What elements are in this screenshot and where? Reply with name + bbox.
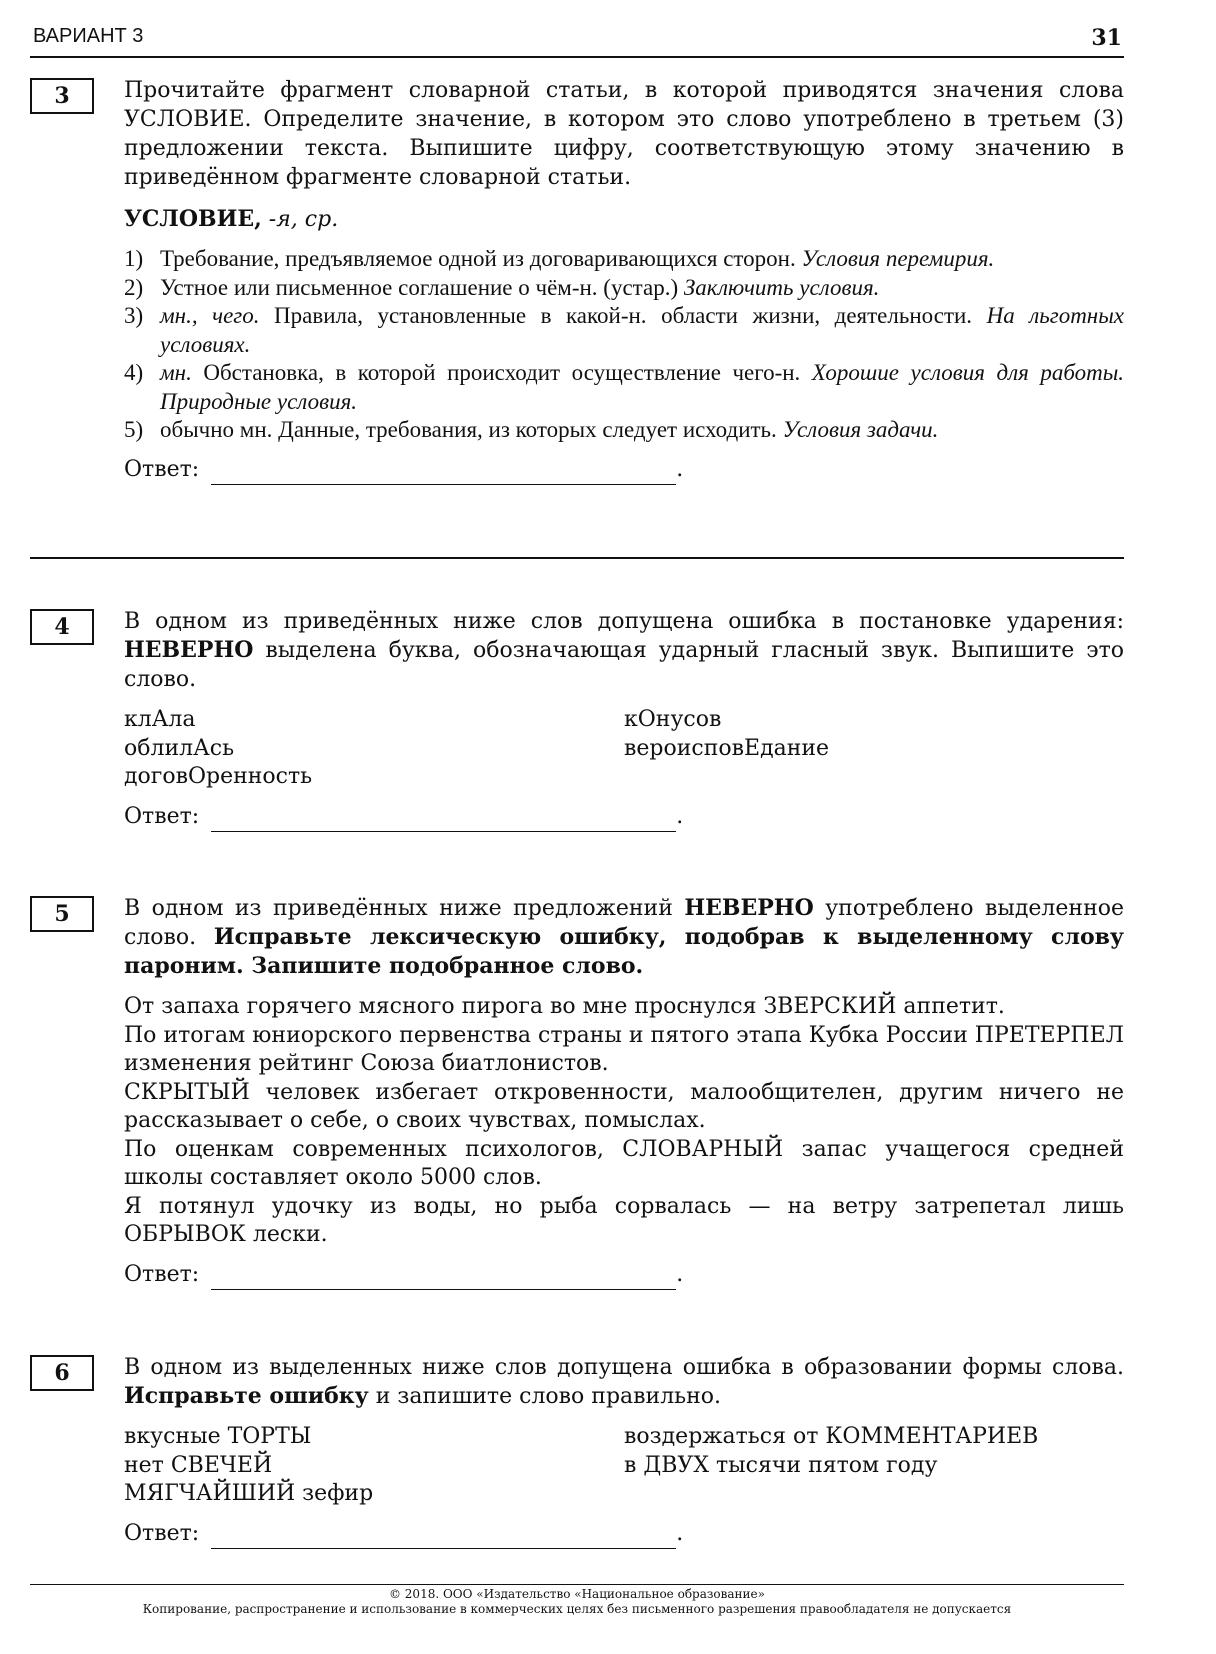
copyright-line: © 2018. ООО «Издательство «Национальное образование» <box>388 1587 765 1601</box>
answer-row: Ответ: . <box>124 1260 1124 1290</box>
answer-label: Ответ: <box>124 1261 200 1287</box>
definition-item <box>124 359 1124 416</box>
word-item: в ДВУХ тысячи пятом году <box>624 1452 938 1478</box>
definition-text: Обстановка, в которой происходит осуществление чего-н. <box>203 360 801 385</box>
definition-item <box>124 274 1124 303</box>
definition-number: 2) <box>124 274 144 300</box>
copyright-notice: Копирование, распространение и использование в коммерческих целях без письменного разрешения правообладателя не допускается <box>142 1602 1012 1616</box>
definitions-list <box>124 245 1124 445</box>
dictionary-headword: УСЛОВИЕ, <box>124 206 262 232</box>
task-number-box: 3 <box>30 78 94 114</box>
sentence-item: СКРЫТЫЙ человек избегает откровенности, малообщителен, другим ничего не рассказывает о себе, о своих чувствах, помыслах. <box>124 1079 1124 1133</box>
word-item: облилАсь <box>124 735 235 761</box>
word-item: кОнусов <box>624 707 722 732</box>
dictionary-grammar: -я, ср. <box>268 207 339 232</box>
task-body <box>124 894 1124 1290</box>
task-instruction: В одном из приведённых ниже предложений НЕВЕРНО употреблено выделенное слово. Исправьте лексическую ошибку, подобрав к выделенному слову пароним. Запишите подобранное слово. <box>124 895 1124 979</box>
definition-item <box>124 245 1124 274</box>
definition-number: 4) <box>124 360 144 385</box>
task-instruction: В одном из приведённых ниже слов допущена ошибка в постановке ударения: НЕВЕРНО выделена буква, обозначающая ударный гласный звук. Выпишите это слово. <box>124 609 1124 692</box>
sentence-item: По оценкам современных психологов, СЛОВАРНЫЙ запас учащегося средней школы составляет около 5000 слов. <box>124 1136 1124 1190</box>
definition-text: Устное или письменное соглашение о чём-н. (устар.) <box>160 274 679 300</box>
page-footer <box>30 1584 1124 1617</box>
sentence-item: По итогам юниорского первенства страны и пятого этапа Кубка России ПРЕТЕРПЕЛ изменения рейтинг Союза биатлонистов. <box>124 1022 1124 1076</box>
definition-text: Требование, предъявляемое одной из договаривающихся сторон. <box>160 246 796 271</box>
page-number: 31 <box>1091 25 1122 51</box>
definition-grammar: мн., чего. <box>160 303 260 328</box>
answer-row: Ответ: . <box>124 455 1124 485</box>
word-column-left <box>124 706 624 792</box>
word-item: воздержаться от КОММЕНТАРИЕВ <box>624 1424 1039 1449</box>
answer-row: Ответ: . <box>124 802 1124 832</box>
task-number-box: 5 <box>30 896 94 932</box>
word-item: нет СВЕЧЕЙ <box>124 1452 273 1478</box>
task-number-box: 6 <box>30 1355 94 1391</box>
task-body <box>124 607 1124 832</box>
answer-line[interactable] <box>211 1266 676 1290</box>
dictionary-headword-line <box>124 204 1124 235</box>
page-header <box>30 22 1124 58</box>
word-column-right <box>624 1423 1124 1509</box>
word-item: клАла <box>124 707 196 732</box>
definition-example: Условия задачи. <box>782 417 939 442</box>
definition-number: 1) <box>124 246 144 271</box>
definition-item <box>124 416 1124 445</box>
variant-title: ВАРИАНТ 3 <box>33 25 144 47</box>
sentence-list <box>124 993 1124 1250</box>
answer-row: Ответ: . <box>124 1519 1124 1549</box>
task-number-box: 4 <box>30 609 94 645</box>
sentence-item: Я потянул удочку из воды, но рыба сорвалась — на ветру затрепетал лишь ОБРЫВОК лески. <box>124 1193 1124 1247</box>
word-column-left <box>124 1423 624 1509</box>
word-column-right <box>624 706 1124 792</box>
sentence-item: От запаха горячего мясного пирога во мне проснулся ЗВЕРСКИЙ аппетит. <box>124 994 1005 1019</box>
definition-item <box>124 302 1124 359</box>
answer-line[interactable] <box>211 1525 676 1549</box>
definition-number: 5) <box>124 417 144 442</box>
definition-example: Хорошие условия для работы. Природные условия. <box>160 360 1125 414</box>
answer-line[interactable] <box>211 461 676 485</box>
task-body <box>124 76 1124 485</box>
definition-text: обычно мн. Данные, требования, из которых следует исходить. <box>160 417 777 442</box>
task-instruction: В одном из выделенных ниже слов допущена ошибка в образовании формы слова. Исправьте ошибку и запишите слово правильно. <box>124 1355 1124 1409</box>
answer-label: Ответ: <box>124 456 200 482</box>
definition-number: 3) <box>124 303 144 328</box>
section-divider <box>30 557 1124 559</box>
word-item: вкусные ТОРТЫ <box>124 1424 312 1449</box>
word-columns <box>124 706 1124 792</box>
answer-label: Ответ: <box>124 803 200 829</box>
word-item: договОренность <box>124 764 313 789</box>
definition-example: Условия перемирия. <box>801 246 995 271</box>
word-columns <box>124 1423 1124 1509</box>
definition-grammar: мн. <box>160 360 192 385</box>
definition-example: Заключить условия. <box>683 274 880 300</box>
task-instruction: Прочитайте фрагмент словарной статьи, в которой приводятся значения слова УСЛОВИЕ. Определите значение, в котором это слово употреблено в третьем (3) предложении текста. Выпишите цифру, соответствующую этому значению в приведённом фрагменте словарной статьи. <box>124 78 1124 190</box>
answer-label: Ответ: <box>124 1520 200 1546</box>
word-item: МЯГЧАЙШИЙ зефир <box>124 1481 374 1506</box>
task-body <box>124 1353 1124 1549</box>
answer-line[interactable] <box>211 808 676 832</box>
word-item: вероисповЕдание <box>624 735 830 761</box>
definition-text: Правила, установленные в какой-н. области жизни, деятельности. <box>274 303 973 328</box>
definition-example: На льготных условиях. <box>160 303 1124 357</box>
